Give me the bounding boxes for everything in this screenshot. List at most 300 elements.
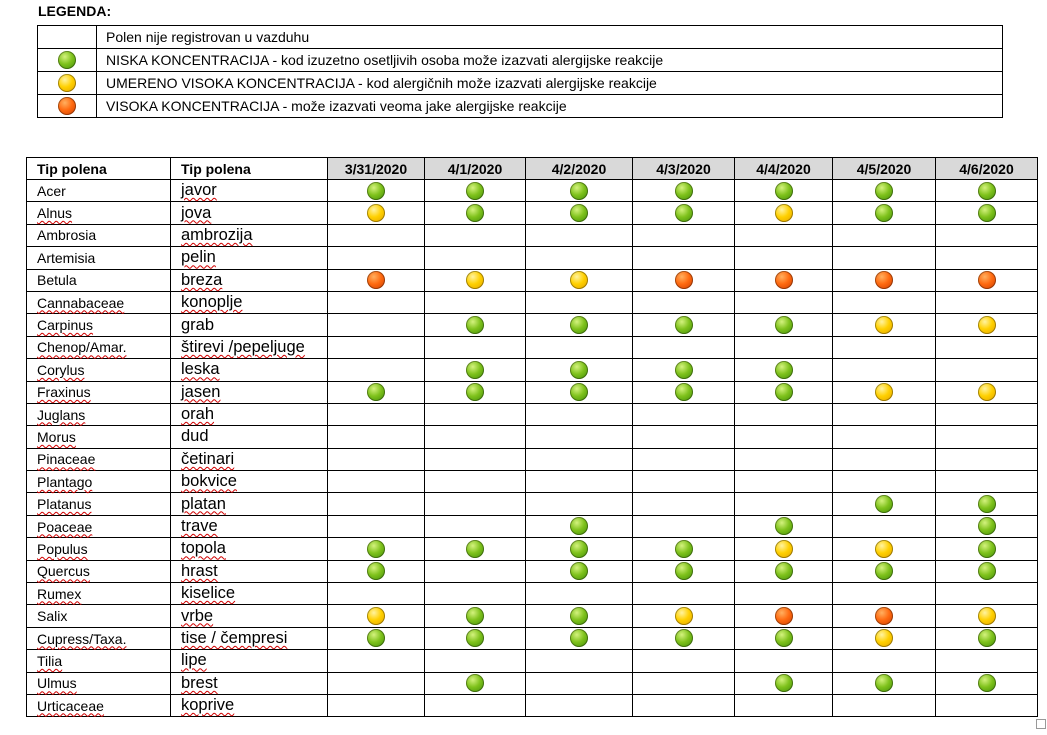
green-dot-icon [978,182,996,200]
table-row [27,269,1038,291]
concentration-cell [328,359,425,381]
concentration-cell [425,672,526,694]
concentration-cell [633,269,735,291]
concentration-cell [526,202,633,224]
concentration-cell [735,381,833,403]
green-dot-icon [978,204,996,222]
concentration-cell [833,381,936,403]
pollen-latin-name: Ulmus [27,672,171,694]
concentration-cell [936,202,1038,224]
table-row [27,180,1038,202]
legend-title: LEGENDA: [38,3,112,19]
concentration-cell [425,381,526,403]
legend-table [37,25,1003,118]
concentration-cell [833,403,936,425]
pollen-local-name: brest [171,672,328,694]
concentration-cell [936,493,1038,515]
concentration-cell [735,224,833,246]
concentration-cell [833,269,936,291]
orange-dot-icon [58,97,76,115]
concentration-cell [735,627,833,649]
concentration-cell [328,224,425,246]
green-dot-icon [775,182,793,200]
concentration-cell [735,202,833,224]
concentration-cell [633,403,735,425]
concentration-cell [526,224,633,246]
concentration-cell [936,694,1038,716]
pollen-latin-name: Urticaceae [27,694,171,716]
green-dot-icon [775,316,793,334]
concentration-cell [833,627,936,649]
pollen-local-name: konoplje [171,291,328,313]
pollen-local-name: platan [171,493,328,515]
concentration-cell [833,202,936,224]
concentration-cell [526,359,633,381]
concentration-cell [936,650,1038,672]
pollen-latin-name: Corylus [27,359,171,381]
concentration-cell [633,247,735,269]
concentration-cell [425,515,526,537]
concentration-cell [328,471,425,493]
green-dot-icon [570,540,588,558]
concentration-cell [833,605,936,627]
green-dot-icon [570,607,588,625]
green-dot-icon [570,629,588,647]
concentration-cell [833,560,936,582]
concentration-cell [425,224,526,246]
concentration-cell [735,650,833,672]
concentration-cell [735,359,833,381]
concentration-cell [526,381,633,403]
green-dot-icon [367,540,385,558]
pollen-latin-name: Rumex [27,583,171,605]
concentration-cell [425,650,526,672]
concentration-cell [936,560,1038,582]
pollen-local-name: dud [171,426,328,448]
green-dot-icon [875,562,893,580]
concentration-cell [526,650,633,672]
pollen-latin-name: Ambrosia [27,224,171,246]
green-dot-icon [466,540,484,558]
legend-text: NISKA KONCENTRACIJA - kod izuzetno osetljivih osoba može izazvati alergijske reakcije [97,49,1003,72]
green-dot-icon [570,562,588,580]
concentration-cell [328,291,425,313]
legend-row [38,72,1003,95]
pollen-local-name: jova [171,202,328,224]
concentration-cell [328,247,425,269]
concentration-cell [936,471,1038,493]
legend-text: UMERENO VISOKA KONCENTRACIJA - kod alergičnih može izazvati alergijske reakcije [97,72,1003,95]
concentration-cell [735,694,833,716]
legend-text: Polen nije registrovan u vazduhu [97,26,1003,49]
pollen-latin-name: Plantago [27,471,171,493]
orange-dot-icon [875,271,893,289]
concentration-cell [328,403,425,425]
orange-dot-icon [675,271,693,289]
legend-empty-cell [38,26,97,49]
pollen-latin-name: Alnus [27,202,171,224]
concentration-cell [833,314,936,336]
concentration-cell [936,538,1038,560]
green-dot-icon [675,562,693,580]
pollen-latin-name: Pinaceae [27,448,171,470]
green-dot-icon [570,182,588,200]
green-dot-icon [675,383,693,401]
concentration-cell [328,314,425,336]
green-dot-icon [466,607,484,625]
column-header-latin: Tip polena [27,158,171,180]
concentration-cell [425,403,526,425]
pollen-table [26,157,1038,717]
concentration-cell [633,605,735,627]
concentration-cell [526,515,633,537]
table-row [27,672,1038,694]
legend-row [38,95,1003,118]
concentration-cell [328,605,425,627]
concentration-cell [526,336,633,358]
concentration-cell [425,426,526,448]
concentration-cell [425,336,526,358]
resize-handle[interactable] [1036,719,1046,729]
concentration-cell [425,471,526,493]
concentration-cell [833,515,936,537]
concentration-cell [633,381,735,403]
concentration-cell [328,202,425,224]
green-dot-icon [466,629,484,647]
concentration-cell [633,583,735,605]
concentration-cell [328,650,425,672]
concentration-cell [833,336,936,358]
table-row [27,247,1038,269]
concentration-cell [328,694,425,716]
green-dot-icon [367,182,385,200]
concentration-cell [735,672,833,694]
yellow-dot-icon [978,316,996,334]
green-dot-icon [875,182,893,200]
concentration-cell [425,247,526,269]
concentration-cell [425,493,526,515]
yellow-dot-icon [775,540,793,558]
concentration-cell [633,471,735,493]
pollen-local-name: vrbe [171,605,328,627]
date-header: 4/3/2020 [633,158,735,180]
yellow-dot-icon [675,607,693,625]
table-row [27,560,1038,582]
date-header: 4/1/2020 [425,158,526,180]
pollen-latin-name: Fraxinus [27,381,171,403]
yellow-dot-icon [367,607,385,625]
table-row [27,538,1038,560]
table-row [27,314,1038,336]
green-dot-icon [570,383,588,401]
pollen-local-name: orah [171,403,328,425]
date-header: 4/4/2020 [735,158,833,180]
concentration-cell [328,381,425,403]
concentration-cell [936,269,1038,291]
concentration-cell [833,694,936,716]
concentration-cell [526,314,633,336]
pollen-latin-name: Morus [27,426,171,448]
concentration-cell [936,336,1038,358]
pollen-latin-name: Juglans [27,403,171,425]
table-body [27,180,1038,717]
table-header-row [27,158,1038,180]
concentration-cell [735,336,833,358]
concentration-cell [633,627,735,649]
green-dot-icon [466,316,484,334]
concentration-cell [526,605,633,627]
green-dot-icon [775,562,793,580]
green-dot-icon [466,204,484,222]
concentration-cell [526,448,633,470]
table-row [27,448,1038,470]
concentration-cell [833,471,936,493]
concentration-cell [328,269,425,291]
yellow-dot-icon [466,271,484,289]
concentration-cell [936,627,1038,649]
concentration-cell [735,314,833,336]
yellow-dot-icon [367,204,385,222]
table-row [27,515,1038,537]
concentration-cell [735,247,833,269]
concentration-cell [425,291,526,313]
pollen-latin-name: Platanus [27,493,171,515]
concentration-cell [633,202,735,224]
concentration-cell [633,426,735,448]
concentration-cell [735,471,833,493]
green-dot-icon [875,204,893,222]
concentration-cell [936,224,1038,246]
concentration-cell [936,180,1038,202]
orange-dot-icon [875,607,893,625]
concentration-cell [328,448,425,470]
concentration-cell [633,359,735,381]
table-row [27,694,1038,716]
concentration-cell [936,291,1038,313]
green-dot-icon [875,674,893,692]
yellow-dot-icon [775,204,793,222]
green-dot-icon [775,361,793,379]
concentration-cell [425,627,526,649]
concentration-cell [425,359,526,381]
concentration-cell [936,515,1038,537]
yellow-dot-icon [875,383,893,401]
yellow-dot-icon [58,74,76,92]
concentration-cell [425,538,526,560]
green-dot-icon [570,361,588,379]
concentration-cell [936,403,1038,425]
concentration-cell [328,426,425,448]
pollen-local-name: leska [171,359,328,381]
concentration-cell [633,291,735,313]
pollen-local-name: koprive [171,694,328,716]
pollen-latin-name: Salix [27,605,171,627]
concentration-cell [735,538,833,560]
concentration-cell [633,224,735,246]
concentration-cell [833,224,936,246]
concentration-cell [425,560,526,582]
concentration-cell [328,560,425,582]
concentration-cell [425,269,526,291]
concentration-cell [936,583,1038,605]
concentration-cell [833,247,936,269]
pollen-local-name: jasen [171,381,328,403]
pollen-latin-name: Poaceae [27,515,171,537]
pollen-latin-name: Carpinus [27,314,171,336]
green-dot-icon [675,629,693,647]
concentration-cell [526,583,633,605]
concentration-cell [633,560,735,582]
concentration-cell [633,180,735,202]
legend-row [38,49,1003,72]
concentration-cell [633,650,735,672]
pollen-local-name: trave [171,515,328,537]
green-dot-icon [775,629,793,647]
concentration-cell [633,538,735,560]
yellow-dot-icon [978,607,996,625]
pollen-local-name: grab [171,314,328,336]
pollen-latin-name: Cupress/Taxa. [27,627,171,649]
orange-dot-icon [978,271,996,289]
green-dot-icon [978,517,996,535]
green-dot-icon [570,316,588,334]
concentration-cell [526,627,633,649]
concentration-cell [633,448,735,470]
pollen-local-name: bokvice [171,471,328,493]
green-dot-icon [58,51,76,69]
legend-text: VISOKA KONCENTRACIJA - može izazvati veoma jake alergijske reakcije [97,95,1003,118]
concentration-cell [425,583,526,605]
yellow-dot-icon [875,316,893,334]
concentration-cell [328,627,425,649]
green-dot-icon [875,495,893,513]
concentration-cell [833,180,936,202]
green-dot-icon [367,629,385,647]
table-row [27,627,1038,649]
pollen-latin-name: Cannabaceae [27,291,171,313]
concentration-cell [833,583,936,605]
concentration-cell [425,202,526,224]
concentration-cell [735,291,833,313]
pollen-local-name: breza [171,269,328,291]
concentration-cell [526,694,633,716]
concentration-cell [526,426,633,448]
concentration-cell [526,493,633,515]
yellow-dot-icon [978,383,996,401]
table-row [27,426,1038,448]
pollen-local-name: kiselice [171,583,328,605]
concentration-cell [633,694,735,716]
concentration-cell [735,605,833,627]
table-row [27,224,1038,246]
pollen-local-name: lipe [171,650,328,672]
green-dot-icon [978,674,996,692]
green-dot-icon [978,540,996,558]
date-header: 3/31/2020 [328,158,425,180]
concentration-cell [526,247,633,269]
green-dot-icon [367,562,385,580]
concentration-cell [328,336,425,358]
concentration-cell [936,247,1038,269]
concentration-cell [633,672,735,694]
concentration-cell [328,538,425,560]
concentration-cell [936,381,1038,403]
concentration-cell [425,314,526,336]
concentration-cell [735,493,833,515]
green-dot-icon [675,540,693,558]
yellow-dot-icon [875,629,893,647]
green-dot-icon [775,517,793,535]
pollen-latin-name: Artemisia [27,247,171,269]
green-dot-icon [466,182,484,200]
concentration-cell [633,515,735,537]
pollen-local-name: četinari [171,448,328,470]
green-dot-icon [978,629,996,647]
pollen-latin-name: Betula [27,269,171,291]
green-dot-icon [675,204,693,222]
date-header: 4/5/2020 [833,158,936,180]
concentration-cell [833,448,936,470]
table-row [27,471,1038,493]
concentration-cell [936,605,1038,627]
date-header: 4/6/2020 [936,158,1038,180]
concentration-cell [833,650,936,672]
pollen-latin-name: Populus [27,538,171,560]
concentration-cell [526,672,633,694]
concentration-cell [425,605,526,627]
concentration-cell [328,672,425,694]
table-row [27,202,1038,224]
concentration-cell [526,471,633,493]
table-row [27,359,1038,381]
concentration-cell [833,672,936,694]
concentration-cell [735,515,833,537]
concentration-cell [526,291,633,313]
concentration-cell [425,694,526,716]
green-dot-icon [978,495,996,513]
pollen-local-name: javor [171,180,328,202]
concentration-cell [633,493,735,515]
concentration-cell [425,180,526,202]
table-row [27,493,1038,515]
concentration-cell [833,538,936,560]
concentration-cell [735,583,833,605]
green-dot-icon [775,383,793,401]
concentration-cell [328,180,425,202]
green-dot-icon [675,182,693,200]
column-header-local: Tip polena [171,158,328,180]
concentration-cell [735,403,833,425]
concentration-cell [735,448,833,470]
orange-dot-icon [775,607,793,625]
concentration-cell [633,336,735,358]
green-dot-icon [775,674,793,692]
green-dot-icon [466,383,484,401]
table-row [27,336,1038,358]
concentration-cell [833,291,936,313]
concentration-cell [936,314,1038,336]
concentration-cell [526,180,633,202]
concentration-cell [328,583,425,605]
green-dot-icon [675,361,693,379]
pollen-local-name: hrast [171,560,328,582]
pollen-local-name: ambrozija [171,224,328,246]
green-dot-icon [570,204,588,222]
concentration-cell [936,426,1038,448]
concentration-cell [328,515,425,537]
pollen-local-name: tise / čempresi [171,627,328,649]
table-row [27,583,1038,605]
